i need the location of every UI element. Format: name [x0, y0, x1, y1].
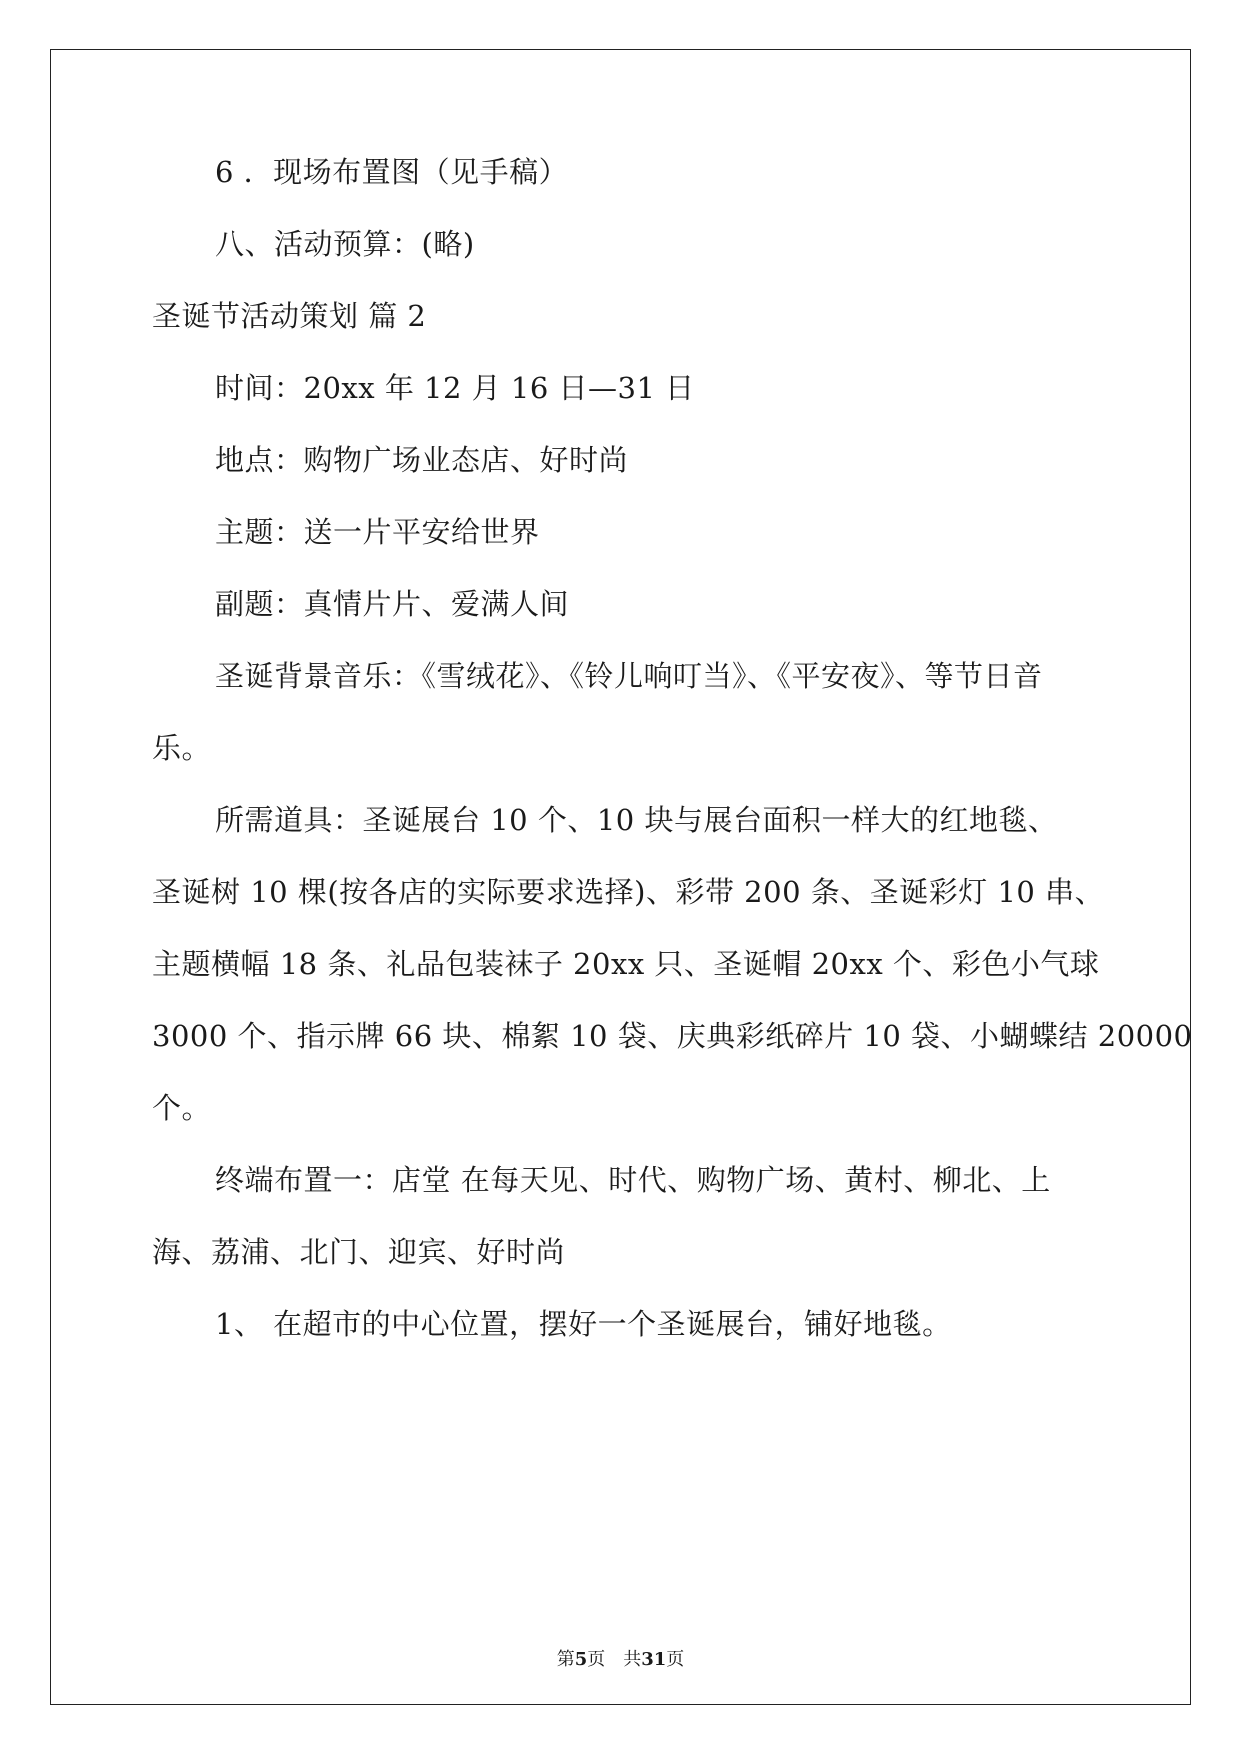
text-line-layout-diagram: 6 ．现场布置图（见手稿）	[215, 155, 569, 189]
text-line-props: 所需道具：圣诞展台 10 个、10 块与展台面积一样大的红地毯、	[215, 803, 1058, 837]
text-line-music: 圣诞背景音乐：《雪绒花》、《铃儿响叮当》、《平安夜》、等节日音	[215, 659, 1043, 693]
text-line-terminal-layout-cont: 海、荔浦、北门、迎宾、好时尚	[152, 1235, 566, 1269]
footer-prefix: 第	[556, 1649, 575, 1670]
text-line-time: 时间：20xx 年 12 月 16 日—31 日	[215, 371, 695, 405]
text-line-budget: 八、活动预算：(略)	[215, 227, 475, 261]
footer-page-number: 5	[574, 1649, 588, 1670]
text-line-props-cont-1: 圣诞树 10 棵(按各店的实际要求选择)、彩带 200 条、圣诞彩灯 10 串、	[152, 875, 1105, 909]
footer-total-pages: 31	[641, 1649, 667, 1670]
text-line-location: 地点：购物广场业态店、好时尚	[215, 443, 629, 477]
text-line-music-cont: 乐。	[152, 731, 212, 765]
footer-total-unit: 页	[666, 1649, 685, 1670]
section-heading-plan-2: 圣诞节活动策划 篇 2	[152, 299, 427, 333]
text-line-item-1: 1、 在超市的中心位置，摆好一个圣诞展台，铺好地毯。	[215, 1307, 952, 1341]
footer-total-prefix: 共	[623, 1649, 642, 1670]
text-line-subtheme: 副题：真情片片、爱满人间	[215, 587, 570, 621]
page-footer	[0, 1648, 1241, 1672]
text-line-terminal-layout: 终端布置一：店堂 在每天见、时代、购物广场、黄村、柳北、上	[215, 1163, 1051, 1197]
text-line-theme: 主题：送一片平安给世界	[215, 515, 540, 549]
footer-page-unit: 页	[587, 1649, 606, 1670]
text-line-props-cont-3: 3000 个、指示牌 66 块、棉絮 10 袋、庆典彩纸碎片 10 袋、小蝴蝶结 20000	[152, 1019, 1193, 1053]
text-line-props-cont-4: 个。	[152, 1091, 212, 1125]
text-line-props-cont-2: 主题横幅 18 条、礼品包装袜子 20xx 只、圣诞帽 20xx 个、彩色小气球	[152, 947, 1100, 981]
